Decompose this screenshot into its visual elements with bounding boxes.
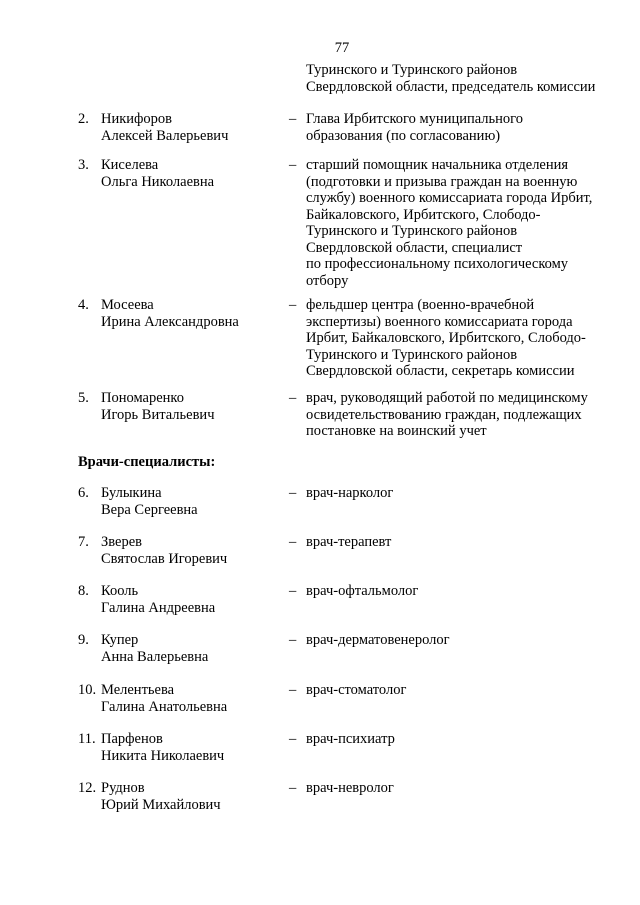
role-line: фельдшер центра (военно-врачебной — [306, 297, 535, 313]
continuation-line: Туринского и Туринского районов — [306, 62, 518, 78]
member-surname: Руднов — [101, 780, 145, 796]
member-name — [101, 583, 215, 616]
member-surname: Мелентьева — [101, 682, 175, 698]
member-surname: Никифоров — [101, 111, 173, 127]
member-name — [101, 682, 227, 715]
member-number: 9. — [78, 632, 89, 648]
role-line: Байкаловского, Ирбитского, Слободо- — [306, 206, 541, 223]
member-given-names: Алексей Валерьевич — [101, 127, 229, 144]
role-line: отбору — [306, 272, 349, 289]
role-line: врач-нарколог — [306, 485, 394, 501]
role-line: врач-стоматолог — [306, 682, 407, 698]
role-line: Ирбит, Байкаловского, Ирбитского, Слободо- — [306, 330, 586, 346]
member-name — [101, 390, 215, 423]
page-number: 77 — [334, 40, 350, 56]
member-role — [306, 632, 450, 649]
member-number: 4. — [78, 297, 89, 313]
member-number: 12. — [78, 780, 97, 796]
role-line: Глава Ирбитского муниципального — [306, 111, 523, 127]
role-line: Туринского и Туринского районов — [306, 223, 518, 239]
role-line: врач-невролог — [306, 780, 394, 796]
member-number: 3. — [78, 157, 89, 173]
section-title: Врачи-специалисты: — [78, 454, 216, 470]
member-given-names: Ирина Александровна — [101, 313, 239, 330]
role-line: постановке на воинский учет — [306, 423, 487, 439]
member-role — [306, 390, 588, 440]
role-line: службу) военного комиссариата города Ирбит, — [306, 190, 593, 206]
role-line: освидетельствованию граждан, подлежащих — [306, 406, 582, 423]
member-given-names: Юрий Михайлович — [101, 796, 221, 813]
member-name — [101, 780, 221, 813]
member-role — [306, 534, 391, 551]
member-surname: Пономаренко — [101, 390, 184, 406]
dash-separator: – — [289, 731, 297, 747]
dash-separator: – — [289, 297, 297, 313]
member-name — [101, 632, 208, 665]
member-given-names: Ольга Николаевна — [101, 173, 215, 190]
dash-separator: – — [289, 583, 297, 599]
dash-separator: – — [289, 780, 297, 796]
role-line: врач-офтальмолог — [306, 583, 419, 599]
role-line: врач-психиатр — [306, 731, 395, 747]
member-number: 6. — [78, 485, 89, 501]
continuation-text — [306, 62, 595, 95]
member-number: 11. — [78, 731, 96, 747]
member-given-names: Святослав Игоревич — [101, 550, 228, 567]
member-number: 5. — [78, 390, 89, 406]
dash-separator: – — [289, 632, 297, 648]
dash-separator: – — [289, 111, 297, 127]
dash-separator: – — [289, 157, 297, 173]
member-number: 2. — [78, 111, 89, 127]
member-role — [306, 297, 586, 380]
member-name — [101, 731, 224, 764]
dash-separator: – — [289, 390, 297, 406]
role-line: Свердловской области, специалист — [306, 239, 523, 256]
role-line: Свердловской области, секретарь комиссии — [306, 363, 575, 379]
member-role — [306, 780, 394, 797]
role-line: врач, руководящий работой по медицинскому — [306, 390, 588, 406]
member-given-names: Вера Сергеевна — [101, 501, 198, 518]
member-surname: Купер — [101, 632, 139, 648]
member-role — [306, 157, 592, 289]
dash-separator: – — [289, 485, 297, 501]
role-line: (подготовки и призыва граждан на военную — [306, 173, 578, 190]
member-role — [306, 731, 395, 748]
continuation-line: Свердловской области, председатель комиссии — [306, 78, 596, 95]
member-given-names: Анна Валерьевна — [101, 648, 209, 665]
member-number: 8. — [78, 583, 89, 599]
role-line: по профессиональному психологическому — [306, 256, 569, 272]
member-surname: Парфенов — [101, 731, 163, 747]
role-line: Туринского и Туринского районов — [306, 346, 518, 363]
member-number: 10. — [78, 682, 97, 698]
member-role — [306, 682, 406, 699]
member-name — [101, 111, 228, 144]
role-line: образования (по согласованию) — [306, 127, 501, 144]
role-line: врач-терапевт — [306, 534, 392, 550]
member-role — [306, 111, 523, 144]
member-surname: Мосеева — [101, 297, 154, 313]
member-given-names: Игорь Витальевич — [101, 406, 215, 423]
role-line: экспертизы) военного комиссариата города — [306, 313, 573, 330]
member-role — [306, 583, 418, 600]
member-name — [101, 157, 214, 190]
member-surname: Зверев — [101, 534, 142, 550]
member-given-names: Галина Андреевна — [101, 599, 216, 616]
role-line: врач-дерматовенеролог — [306, 632, 450, 648]
member-role — [306, 485, 393, 502]
member-surname: Киселева — [101, 157, 159, 173]
member-number: 7. — [78, 534, 89, 550]
member-given-names: Галина Анатольевна — [101, 698, 228, 715]
member-surname: Кооль — [101, 583, 139, 599]
member-name — [101, 534, 227, 567]
dash-separator: – — [289, 534, 297, 550]
member-name — [101, 297, 239, 330]
member-name — [101, 485, 198, 518]
member-given-names: Никита Николаевич — [101, 747, 225, 764]
dash-separator: – — [289, 682, 297, 698]
role-line: старший помощник начальника отделения — [306, 157, 569, 173]
member-surname: Булыкина — [101, 485, 162, 501]
